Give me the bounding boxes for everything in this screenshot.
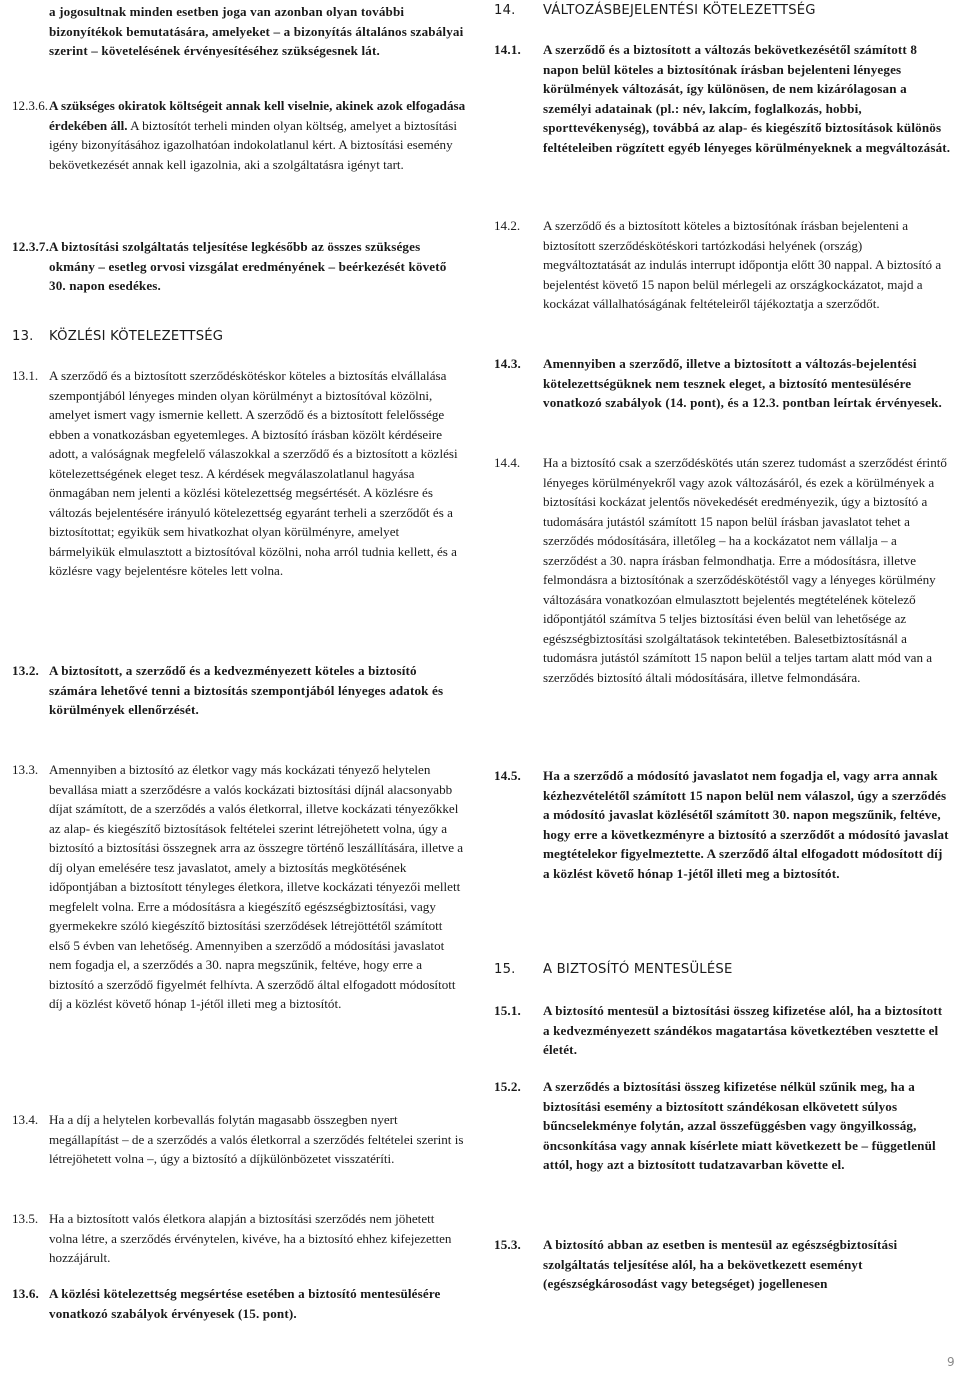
clause-number: 15.2. (494, 1079, 521, 1094)
clause-14-1 (494, 40, 952, 157)
clause-13-4 (12, 1110, 466, 1169)
intro-paragraph: a jogosultnak minden esetben joga van azonban olyan további bizonyítékok bemutatására, amelyeket – a bizonyítás általános szabályai szerint – követelésének érvényesítéséhez szükségesnek lát. (49, 4, 464, 58)
clause-14-5 (494, 766, 952, 883)
clause-number: 13.4. (12, 1112, 39, 1127)
clause-number: 14.5. (494, 768, 521, 783)
clause-number: 15.3. (494, 1237, 521, 1252)
clause-number: 14.4. (494, 455, 521, 470)
clause-text: A szerződő és a biztosított köteles a biztosítónak írásban bejelenteni a biztosított szerződéskötéskori tartózkodási helyének (ország) megváltoztatását az indulás interrupt időpontja előtt 30 nappal. A biztosító a bejelentést követő 15 napon belül mérlegeli az országkockázatot, majd a kockázat vállalhatóságának feltételeiről tájékoztatja a szerződőt. (543, 218, 942, 311)
clause-text: Ha a díj a helytelen korbevallás folytán magasabb összegben nyert megállapítást – de a szerződés a valós életkorral a szerződés feltételei szerint is létrejöhetett volna –, úgy a biztosító a díjkülönbözetet visszatéríti. (49, 1112, 464, 1166)
clause-bold-text: A biztosítási szolgáltatás teljesítése legkésőbb az összes szükséges okmány – esetleg orvosi vizsgálat eredményének – beérkezését követő 30. napon esedékes. (49, 239, 447, 293)
section-title: KÖZLÉSI KÖTELEZETTSÉG (49, 329, 224, 344)
clause-text: A biztosítót terheli minden olyan költség, amelyet a biztosítási igény bizonyításához igazolhatóan indokolatlanul kért. A biztosítási esemény bekövetkezését annak kell igazolnia, aki a szolgáltatásra igényt tart. (49, 117, 458, 172)
clause-number: 13.1. (12, 368, 39, 383)
clause-text: A szerződő és a biztosított szerződéskötéskor köteles a biztosítás elvállalása szempontjából lényeges minden olyan körülményt a biztosítóval közölni, amelyet ismert vagy ismernie kellett. A szerződő és a biztosított felelőssége ebben a vonatkozásban egyetemleges. A biztosító írásban közölt kérdéseire adott, a valóságnak megfelelő válaszokkal a szerződő és a biztosított a közlési kötelezettségének eleget tesz. A kérdések megválaszolatlanul hagyása önmagában nem jelenti a közlési kötelezettség megsértését. A közlésre és változás bejelentésére irányuló kötelezettség egyaránt terheli a szerződőt és a biztosítottat; egyikük sem hivatkozhat olyan körülményre, amelyet bármelyikük elmulasztott a biztosítóval közölni, noha arról tudnia kellett, és a közlésre vagy bejelentésre köteles lett volna. (49, 368, 458, 578)
clause-bold-text: A közlési kötelezettség megsértése esetében a biztosító mentesülésére vonatkozó szabályok érvényesek (15. pont). (49, 1286, 441, 1321)
clause-bold-text: Ha a szerződő a módosító javaslatot nem fogadja el, vagy arra annak kézhezvételétől számított 15 napon belül nem válaszol, úgy a szerződés a módosító javaslat közlésétől számított 30. napon megszűnik, feltéve, hogy erre a következményre a biztosító a szerződőt a módosító javaslat megtételekor figyelmeztette. A szerződő által elfogadott módosított díj a közlést követő hónap 1-jétől illeti meg a biztosítót. (543, 768, 949, 881)
clause-bold-text: Amennyiben a szerződő, illetve a biztosított a változás-bejelentési kötelezettségüknek nem tesznek eleget, a biztosító mentesülésére vonatkozó szabályok (14. pont), és a 12.3. pontban leírtak érvényesek. (543, 356, 942, 410)
section-title: VÁLTOZÁSBEJELENTÉSI KÖTELEZETTSÉG (543, 3, 816, 18)
clause-13-1 (12, 366, 466, 581)
section-title: A BIZTOSÍTÓ MENTESÜLÉSE (543, 962, 733, 977)
clause-bold-text: A biztosított, a szerződő és a kedvezményezett köteles a biztosító számára lehetővé tenni a biztosítás szempontjából lényeges adatok és körülmények ellenőrzését. (49, 663, 444, 717)
clause-13-5 (12, 1209, 466, 1268)
clause-bold-text: A szerződő és a biztosított a változás bekövetkezésétől számított 8 napon belül köteles a biztosítónak írásban bejelenteni lényeges körülmények változását, így különösen, de nem kizárólagosan a személyi adatainak (pl.: név, lakcím, foglalkozás, hobbi, sporttevékenység), továbbá az alap- és kiegészítő biztosítások különös feltételeiben rögzített egyéb lényeges körülményeknek a megváltozását. (543, 42, 951, 155)
clause-number: 12.3.7. (12, 239, 50, 254)
clause-bold-text: A szerződés a biztosítási összeg kifizetése nélkül szűnik meg, ha a biztosítási esemény a biztosított szándékosan elkövetett súlyos bűncselekménye folytán, azzal összefüggésben vagy öngyilkosság, öncsonkítása vagy annak kísérlete miatt következett be – függetlenül attól, hogy azt a biztosított tudatzavarban követte el. (543, 1079, 936, 1172)
clause-15-3 (494, 1235, 952, 1294)
clause-number: 12.3.6. (12, 98, 49, 113)
clause-13-6 (12, 1284, 466, 1323)
clause-15-2 (494, 1077, 952, 1175)
clause-13-2 (12, 661, 466, 720)
clause-bold-text: A biztosító abban az esetben is mentesül az egészségbiztosítási szolgáltatás teljesítése alól, ha a bekövetkezett eseményt (egészségkárosodást vagy betegséget) jogellenesen (543, 1237, 898, 1291)
clause-number: 14.2. (494, 218, 521, 233)
clause-14-3 (494, 354, 952, 413)
clause-14-2 (494, 216, 952, 314)
clause-number: 13.5. (12, 1211, 39, 1226)
clause-number: 14.1. (494, 42, 521, 57)
clause-12-3-7 (12, 237, 466, 296)
clause-13-3 (12, 760, 466, 1014)
section-number: 14. (494, 3, 516, 18)
clause-text: Ha a biztosító csak a szerződéskötés után szerez tudomást a szerződést érintő lényeges körülményekről vagy azok változásáról, és ezek a körülmények a biztosítási kockázat jelentős növekedését eredményezik, úgy a biztosító a tudomására jutástól számított 15 napon belül írásban javaslatot tehet a szerződés módosítására, illetőleg – ha a kockázatot nem vállalja – a szerződést a 30. napra írásban felmondhatja. Erre a módosításra, illetve felmondásra a biztosítónak a szerződéskötéstől vagy a lényeges körülmény változására vonatkozóan elmulasztott bejelentés megtételének kötelező időpontjától számítva 5 teljes biztosítási éven belül van lehetősége az egészségbiztosítási szolgáltatások tekintetében. Balesetbiztosításnál a tudomásra jutástól számított 15 napon belül a teljes tartam alatt mód van a szerződés biztosító általi módosítására, illetve felmondására. (543, 455, 947, 685)
clause-14-4 (494, 453, 952, 687)
clause-number: 13.2. (12, 663, 39, 678)
page-number: 9 (947, 1355, 955, 1369)
clause-15-1 (494, 1001, 952, 1060)
clause-number: 15.1. (494, 1003, 521, 1018)
clause-12-3-6 (12, 96, 466, 174)
clause-number: 13.6. (12, 1286, 39, 1301)
clause-text: Amennyiben a biztosító az életkor vagy más kockázati tényező helytelen bevallása miatt a szerződésre a valós kockázati biztosítási díjnál alacsonyabb díjat számított, de a szerződés a valós életkorral, illetve kockázati tényezőkkel az alap- és kiegészítő biztosítások feltételei szerint létrejöhetett volna, úgy a biztosító a biztosítási összegnek arra az összegre történő leszállítására, illetve a díj olyan emelésére tesz javaslatot, amely a biztosítás megkötésének időpontjában a biztosított tényleges életkora, illetve kockázati tényezői mellett megfelelt volna. Erre a módosításra a kiegészítő egészségbiztosítási, vagy gyermekekre szóló kiegészítő biztosítási szerződések létrejöttétől számított első 5 évben van lehetőség. Amennyiben a szerződő a módosítási javaslatot nem fogadja el, a szerződés a 30. napra megszűnik, feltéve, hogy erre a biztosító a szerződő figyelmét felhívta. A szerződő által elfogadott módosított díj a közlést követő hónap 1-jétől illeti meg a biztosítót. (49, 762, 464, 1011)
clause-number: 13.3. (12, 762, 39, 777)
clause-bold-text: A biztosító mentesül a biztosítási összeg kifizetése alól, ha a biztosított a kedvezményezett szándékos magatartása következtében vesztette el életét. (543, 1003, 943, 1057)
clause-bold-text: A szükséges okiratok költségeit annak kell viselnie, akinek azok elfogadása érdekében áll. (49, 98, 466, 133)
clause-number: 14.3. (494, 356, 521, 371)
section-number: 13. (12, 329, 34, 344)
section-number: 15. (494, 962, 516, 977)
clause-text: Ha a biztosított valós életkora alapján a biztosítási szerződés nem jöhetett volna létre, a szerződés érvénytelen, kivéve, ha a biztosító ehhez kifejezetten hozzájárult. (49, 1211, 452, 1265)
